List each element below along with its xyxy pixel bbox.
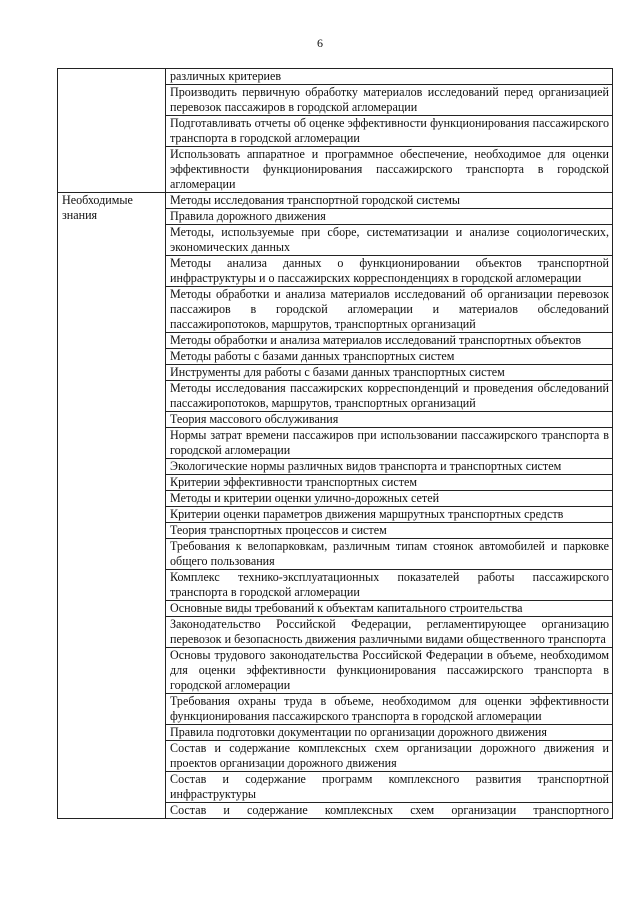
item-text: Основные виды требований к объектам капитального строительства (166, 601, 613, 617)
item-text: Нормы затрат времени пассажиров при использовании пассажирского транспорта в городской агломерации (166, 428, 613, 459)
item-text: Методы анализа данных о функционировании объектов транспортной инфраструктуры и о пассажирских корреспонденциях в городской агломерации (166, 256, 613, 287)
item-text: Состав и содержание программ комплексного развития транспортной инфраструктуры (166, 772, 613, 803)
item-text: Критерии оценки параметров движения маршрутных транспортных средств (166, 507, 613, 523)
item-text: Использовать аппаратное и программное обеспечение, необходимое для оценки эффективности функционирования пассажирского транспорта в городской агломерации (166, 147, 613, 193)
item-text: Критерии эффективности транспортных систем (166, 475, 613, 491)
competency-table (57, 68, 613, 819)
item-text: Правила дорожного движения (166, 209, 613, 225)
item-text: Правила подготовки документации по организации дорожного движения (166, 725, 613, 741)
item-text: Методы, используемые при сборе, систематизации и анализе социологических, экономических данных (166, 225, 613, 256)
item-text: Состав и содержание комплексных схем организации дорожного движения и проектов организации дорожного движения (166, 741, 613, 772)
row-label-cell (58, 69, 166, 193)
row-label-knowledge: Необходимые знания (58, 193, 166, 819)
item-text: Инструменты для работы с базами данных транспортных систем (166, 365, 613, 381)
item-text: Методы исследования транспортной городской системы (166, 193, 613, 209)
item-text: Подготавливать отчеты об оценке эффективности функционирования пассажирского транспорта в городской агломерации (166, 116, 613, 147)
item-text: Требования охраны труда в объеме, необходимом для оценки эффективности функционирования пассажирского транспорта в городской агломерации (166, 694, 613, 725)
item-text: Методы исследования пассажирских корреспонденций и проведения обследований пассажиропотоков, маршрутов, транспортных организаций (166, 381, 613, 412)
item-text: различных критериев (166, 69, 613, 85)
item-text: Теория транспортных процессов и систем (166, 523, 613, 539)
item-text: Основы трудового законодательства Российской Федерации в объеме, необходимом для оценки эффективности функционирования пассажирского транспорта в городской агломерации (166, 648, 613, 694)
item-text: Методы обработки и анализа материалов исследований об организации перевозок пассажиров в городской агломерации и материалов обследований пассажиропотоков, маршрутов, транспортных организаций (166, 287, 613, 333)
item-text: Методы и критерии оценки улично-дорожных сетей (166, 491, 613, 507)
item-text: Теория массового обслуживания (166, 412, 613, 428)
table-row (58, 69, 613, 85)
item-text: Методы работы с базами данных транспортных систем (166, 349, 613, 365)
item-text: Комплекс технико-эксплуатационных показателей работы пассажирского транспорта в городской агломерации (166, 570, 613, 601)
page-number: 6 (317, 36, 323, 50)
item-text: Методы обработки и анализа материалов исследований транспортных объектов (166, 333, 613, 349)
table-row (58, 193, 613, 209)
item-text: Экологические нормы различных видов транспорта и транспортных систем (166, 459, 613, 475)
item-text: Производить первичную обработку материалов исследований перед организацией перевозок пассажиров в городской агломерации (166, 85, 613, 116)
item-text: Требования к велопарковкам, различным типам стоянок автомобилей и парковке общего пользования (166, 539, 613, 570)
table-body (58, 69, 613, 819)
item-text: Состав и содержание комплексных схем организации транспортного (166, 803, 613, 819)
item-text: Законодательство Российской Федерации, регламентирующее организацию перевозок и безопасность движения различными видами общественного транспорта (166, 617, 613, 648)
